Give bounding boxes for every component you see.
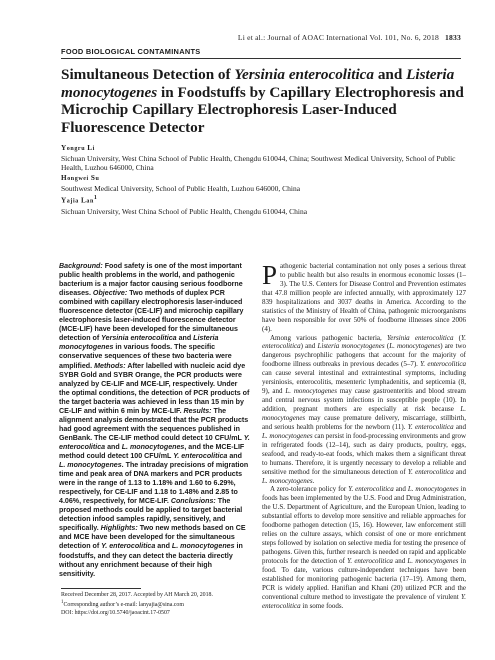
author-name <box>61 174 466 184</box>
paragraph-text: can cause several intestinal and extraintestinal symptoms, including yersiniosis, enterocolitis, mesenteric lymphadenitis, and septicemia (8, 9), and <box>262 369 466 396</box>
paragraph-text: in food. To date, various culture-independent techniques have been established for monitoring pathogenic bacteria (17–19). Among them, PCR is widely applied. Hanifian and Khani (20) utilized PCR and the conventional culture method to investigate the prevalence of virulent <box>262 556 467 601</box>
author-footnote-marker: 1 <box>93 195 98 202</box>
paragraph-text: and <box>393 485 408 494</box>
paragraph-text: may cause premature delivery, miscarriage, stillbirth, and serious health problems for the newborn (11). <box>262 413 466 431</box>
abstract-text: in foodstuffs, and they can detect the bacteria directly without any enrichment because of their high sensitivity. <box>59 542 243 578</box>
abstract-text: and <box>155 542 172 551</box>
abstract-label: Results: <box>183 406 212 415</box>
paragraph-text: A zero-tolerance policy for <box>270 485 349 494</box>
italic-text: Y. enterocolitica <box>348 485 394 494</box>
paragraph-text: and <box>392 556 408 565</box>
abstract-text: and <box>176 334 194 343</box>
title-text: in Foodstuffs by Capillary Electrophoresis and Microchip Capillary Electrophoresis Laser-Induced Fluorescence Detector <box>61 83 464 136</box>
author-surname-rest: i <box>92 146 95 152</box>
paragraph-text: ) and <box>300 342 318 351</box>
received-note: Received December 28, 2017. Accepted by AH March 20, 2018. <box>61 592 213 598</box>
abstract-text: Food safety is one of the most important public health problems in the world, and pathogenic bacterium is a major factor causing serious foodborne diseases. <box>59 262 243 298</box>
italic-text: L. monocytogenes <box>262 476 313 485</box>
paragraph-text: and <box>453 422 466 431</box>
abstract-italic: Yersinia enterocolitica <box>101 334 177 343</box>
author-affiliation: Sichuan University, West China School of Public Health, Chengdu 610044, China; Southwest Medical University, School of Public Health, Luzhou 646000, China <box>61 154 456 173</box>
italic-text: L. monocytogenes <box>262 431 313 440</box>
paragraph-text: can persist in food-processing environments and grow in refrigerated foods (12–14), such as dairy products, poultry, eggs, seafood, and ready-to-eat foods, which makes them a significant threat to humans. Therefore, it is urgently necessary to develop a reliable and sensitive method for the simultaneous detection of <box>262 431 466 476</box>
abstract <box>59 262 250 579</box>
abstract-text: After labelled with nucleic acid dye SYBR Gold and SYBR Orange, the PCR products were analyzed by CE-LIF and MCE-LIF, respectively. Under the optimal conditions, the detection of PCR products of the target bacteria was achieved in less than 15 min by CE-LIF and within 6 min by MCE-LIF. <box>59 361 250 415</box>
abstract-text: and <box>227 451 242 460</box>
abstract-label: Objective: <box>92 289 128 298</box>
paragraph-text: may cause gastroenteritis and blood stream and central nervous system infections in susceptible people (10). In addition, pregnant mothers are especially at risk because <box>262 387 466 413</box>
abstract-label: Methods: <box>94 361 126 370</box>
footnote-marker: 1 <box>61 600 64 606</box>
abstract-text: The alignment analysis demonstrated that the PCR products had good agreement with the sequences published in GenBank. The CE-LIF method could detect 10 CFU/mL <box>59 406 249 442</box>
abstract-label: Conclusions: <box>170 497 216 506</box>
drop-cap: P <box>262 260 278 290</box>
abstract-italic: L. monocytogenes <box>59 461 122 470</box>
italic-text: Y. enterocolitica <box>262 592 466 610</box>
body-paragraph <box>262 485 466 610</box>
paragraph-text: ) are two dangerous psychrophilic pathogens that account for the majority of foodborne illness outbreaks in previous decades (5–7). <box>262 342 466 369</box>
running-head-text: Li et al.: Journal of AOAC International Vol. 101, No. 6, 2018 <box>237 33 439 42</box>
paragraph-text: athogenic bacterial contamination not only poses a serious threat to public health but also results in enormous economic losses (1–3). The U.S. Centers for Disease Control and Prevention estimates that 47.8 million people are infected annually, with approximately 127 839 hospitalizations and 3037 deaths in America. According to the statistics of the Ministry of Health of China, pathogenic microorganisms have been responsible for over 50% of foodborne illnesses since 2006 (4). <box>262 262 466 333</box>
abstract-label: Highlights: <box>100 524 138 533</box>
paragraph-text: . <box>312 476 315 485</box>
abstract-text: Two new methods based on CE and MCE have been developed for the simultaneous detection of <box>59 524 246 551</box>
paragraph-text: in foods has been implemented by the U.S. Food and Drug Administration, the U.S. Department of Agriculture, and the European Union, leading to substantial efforts to develop more sensitive and reliable approaches for foodborne pathogen detection (15, 16). However, law enforcement still relies on the culture assays, which consist of one or more enrichment steps followed by isolation on selective media for testing the presence of pathogens. Given this, further research is needed on rapid and applicable protocols for the detection of <box>262 485 467 565</box>
abstract-italic: L. monocytogenes <box>171 542 235 551</box>
italic-text: Y. enterocolitica <box>407 467 454 476</box>
author-name-rest: ongru <box>66 146 88 152</box>
author-affiliation: Sichuan University, West China School of Public Health, Chengdu 610044, China <box>61 206 308 216</box>
page-number: 1833 <box>445 33 461 42</box>
author-initial: Y <box>61 196 67 205</box>
corresponding-note <box>61 599 261 609</box>
doi-note[interactable]: DOI: https://doi.org/10.5740/jaoacint.17-0507 <box>61 609 170 616</box>
title-italic: Listeria monocytogenes <box>61 66 455 101</box>
author-initial: H <box>61 173 68 182</box>
abstract-text: , and the MCE-LIF method could detect 100 CFU/mL <box>59 442 245 460</box>
italic-text: L. monocytogenes <box>285 387 338 396</box>
italic-text: Y. enterocolitica <box>407 422 454 431</box>
paragraph-text: in some foods. <box>300 601 344 610</box>
author-name-rest: ajia <box>66 198 81 205</box>
title-italic: Yersinia enterocolitica <box>234 66 375 83</box>
author-name <box>61 194 466 207</box>
paragraph-text: and <box>453 467 467 476</box>
abstract-italic: Listeria monocytogenes <box>59 334 219 352</box>
abstract-text: The proposed methods could be applied to target bacterial detection infood samples rapidly, sensitively, and specifically. <box>59 497 243 533</box>
body-text <box>262 262 466 611</box>
abstract-italic: Y. enterocolitica <box>173 451 228 460</box>
corresponding-email: Corresponding author’s e-mail: lanyajia@sina.com <box>63 602 184 609</box>
author-surname-rest: an <box>86 198 94 205</box>
author-list <box>61 143 466 217</box>
italic-text: L. monocytogenes <box>407 485 459 494</box>
running-header <box>238 33 461 42</box>
paragraph-text: Among various pathogenic bacteria, <box>270 333 387 342</box>
abstract-italic: Y. enterocolitica <box>101 542 156 551</box>
title-text: Simultaneous Detection of <box>61 66 235 83</box>
footnote-divider <box>61 588 141 589</box>
author-surname-rest: u <box>95 175 100 182</box>
abstract-text: . The intraday precisions of migration time and peak area of DNA markers and PCR products were in the range of 1.13 to 1.18% and 1.60 to 6.29%, respectively, for CE-LIF and 1.18 to 1.48% and 2.85 to 4.06%, respectively, for MCE-LIF. <box>59 461 249 506</box>
abstract-label: Background: <box>59 262 103 270</box>
paragraph-text: ( <box>384 342 390 351</box>
italic-text: Yersinia enterocolitica <box>386 333 454 342</box>
italic-text: Y. enterocolitica <box>347 556 393 565</box>
italic-text: Listeria monocytogenes <box>317 342 385 351</box>
abstract-text: Two methods of duplex PCR combined with capillary electrophoresis laser-induced fluorescence detector (CE-LIF) and microchip capillary electrophoresis laser-induced fluorescence detector (MCE-LIF) have been developed for the simultaneous detection of <box>59 289 244 343</box>
italic-text: L. monocytogenes <box>407 556 459 565</box>
body-paragraph <box>262 334 466 486</box>
abstract-italic: L. monocytogenes <box>121 442 185 451</box>
italic-text: L. monocytogenes <box>389 342 441 351</box>
body-paragraph <box>262 262 466 334</box>
title-text: and <box>374 66 407 83</box>
author-surname-initial: L <box>87 144 93 152</box>
author-surname-initial: S <box>90 173 96 182</box>
author-name <box>61 144 466 154</box>
italic-text: Y. enterocolitica <box>262 333 467 351</box>
author-name-rest: ongwei <box>67 175 91 182</box>
paragraph-text: ( <box>453 333 461 342</box>
abstract-italic: Y. enterocolitica <box>59 433 250 451</box>
italic-text: Y. enterocolitica <box>420 360 466 369</box>
author-initial: Y <box>61 144 67 152</box>
author-surname-initial: L <box>80 196 87 205</box>
author-affiliation: Southwest Medical University, School of Public Health, Luzhou 646000, China <box>61 183 301 193</box>
footnotes <box>61 592 261 617</box>
italic-text: L. monocytogenes <box>262 405 466 422</box>
section-label: FOOD BIOLOGICAL CONTAMINANTS <box>61 47 461 59</box>
abstract-text: in various foods. The specific conservative sequences of these two bacteria were amplified. <box>59 343 232 370</box>
article-title <box>61 66 466 136</box>
abstract-text: and <box>105 442 122 451</box>
